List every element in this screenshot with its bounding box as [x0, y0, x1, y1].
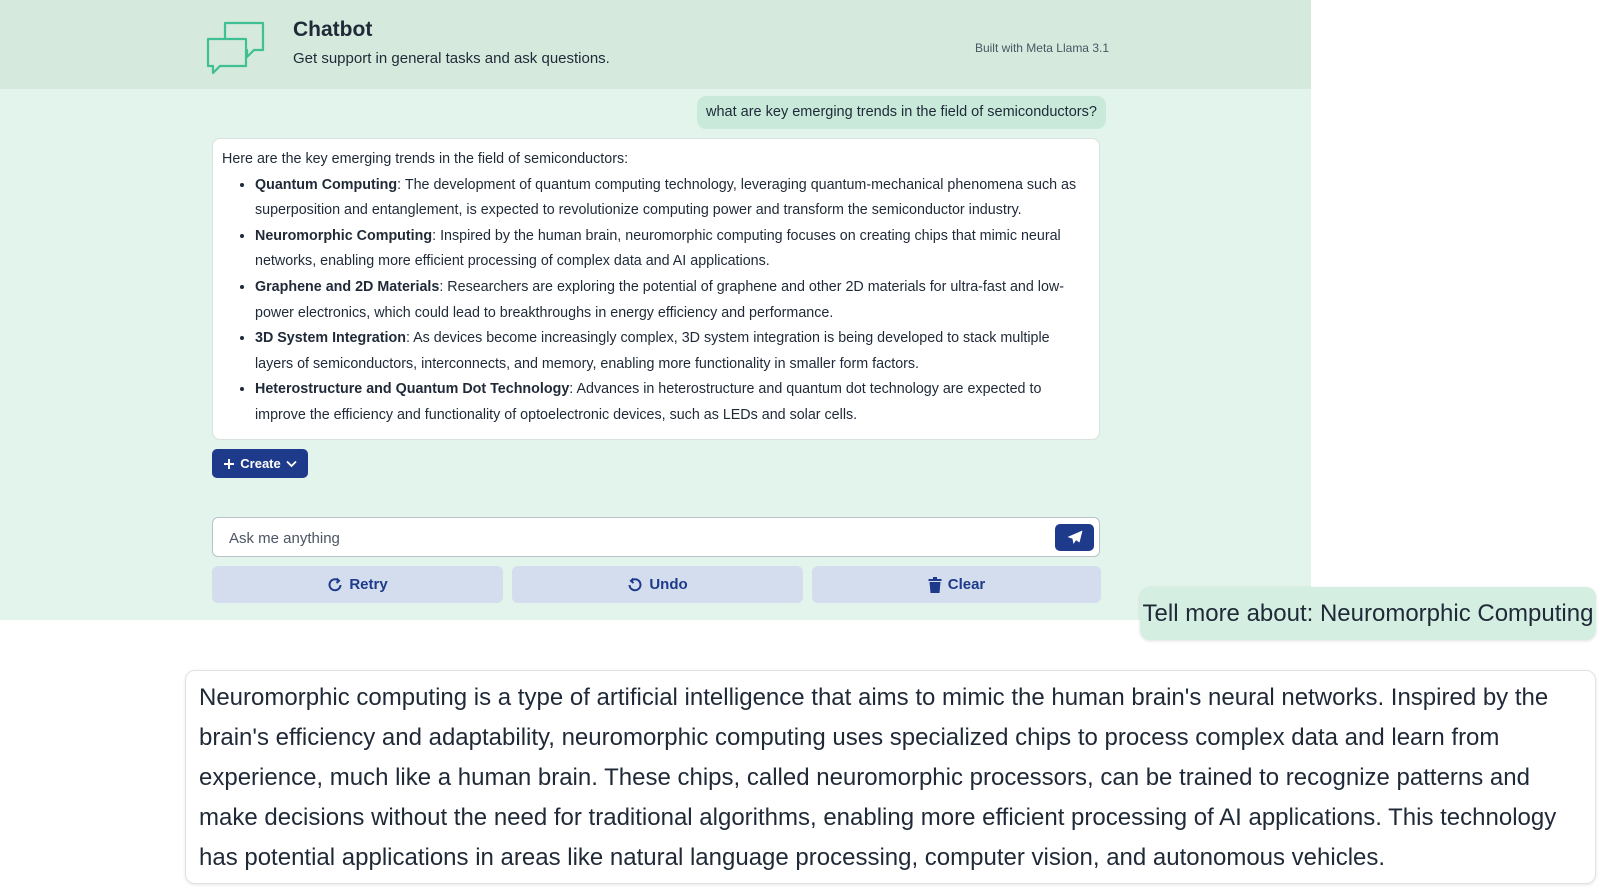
undo-button[interactable]: [512, 566, 803, 603]
clear-label: Clear: [947, 576, 986, 593]
undo-icon: [627, 577, 643, 593]
retry-button[interactable]: [212, 566, 503, 603]
chat-input[interactable]: [227, 518, 1041, 558]
chat-input-container: [212, 517, 1100, 557]
retry-icon: [327, 577, 343, 593]
bot-message: [212, 138, 1100, 440]
followup-answer: Neuromorphic computing is a type of artificial intelligence that aims to mimic the human brain's neural networks. Inspired by the brain's efficiency and adaptability, neuromorphic computing uses specialized chips to process complex data and learn from experience, much like a human brain. These chips, called neuromorphic processors, can be trained to recognize patterns and make decisions without the need for traditional algorithms, enabling more efficient processing of AI applications. This technology has potential applications in areas like natural language processing, computer vision, and autonomous vehicles.: [185, 670, 1596, 884]
header: [0, 0, 1311, 89]
retry-label: Retry: [349, 576, 388, 593]
plus-icon: [223, 458, 235, 470]
trend-term: Quantum Computing: [255, 176, 398, 193]
user-message: what are key emerging trends in the field of semiconductors?: [697, 96, 1106, 129]
trash-icon: [928, 577, 942, 593]
page-subtitle: Get support in general tasks and ask questions.: [293, 50, 610, 67]
chat-bubbles-icon: [205, 20, 267, 74]
followup-question: Tell more about: Neuromorphic Computing: [1140, 587, 1596, 640]
trend-item: [255, 377, 1087, 428]
create-button-label: Create: [240, 456, 281, 471]
paper-plane-icon: [1067, 530, 1083, 545]
page-title: Chatbot: [293, 18, 373, 41]
trend-text: : Researchers are exploring the potential of graphene and other 2D materials for ultra-fast and low-power electronics, which could lead to breakthroughs in energy efficiency and performance.: [255, 278, 1064, 321]
bot-intro: Here are the key emerging trends in the field of semiconductors:: [222, 151, 629, 167]
trend-term: Heterostructure and Quantum Dot Technology: [255, 381, 570, 398]
trend-text: : Inspired by the human brain, neuromorphic computing focuses on creating chips that mimic neural networks, enabling more efficient processing of complex data and AI applications.: [255, 227, 1061, 270]
chevron-down-icon: [286, 460, 297, 468]
clear-button[interactable]: [812, 566, 1101, 603]
undo-label: Undo: [649, 576, 688, 593]
trend-text: : The development of quantum computing technology, leveraging quantum-mechanical phenomena such as superposition and entanglement, is expected to revolutionize computing power and transform the semiconductor industry.: [255, 176, 1077, 219]
built-with-label: Built with Meta Llama 3.1: [974, 41, 1109, 55]
create-button[interactable]: [212, 449, 308, 478]
trend-text: : As devices become increasingly complex, 3D system integration is being developed to stack multiple layers of semiconductors, interconnects, and memory, enabling more functionality in smaller form factors.: [255, 330, 1050, 372]
trend-item: [255, 275, 1087, 326]
trend-term: Graphene and 2D Materials: [255, 278, 440, 295]
send-button[interactable]: [1055, 524, 1094, 551]
trend-item: [255, 326, 1087, 377]
trend-term: 3D System Integration: [255, 330, 406, 347]
trend-term: Neuromorphic Computing: [255, 227, 433, 244]
trend-item: [255, 224, 1087, 275]
trend-list: [222, 173, 1087, 429]
trend-text: : Advances in heterostructure and quantum dot technology are expected to improve the efficiency and functionality of optoelectronic devices, such as LEDs and solar cells.: [255, 381, 1042, 423]
trend-item: [255, 173, 1087, 224]
